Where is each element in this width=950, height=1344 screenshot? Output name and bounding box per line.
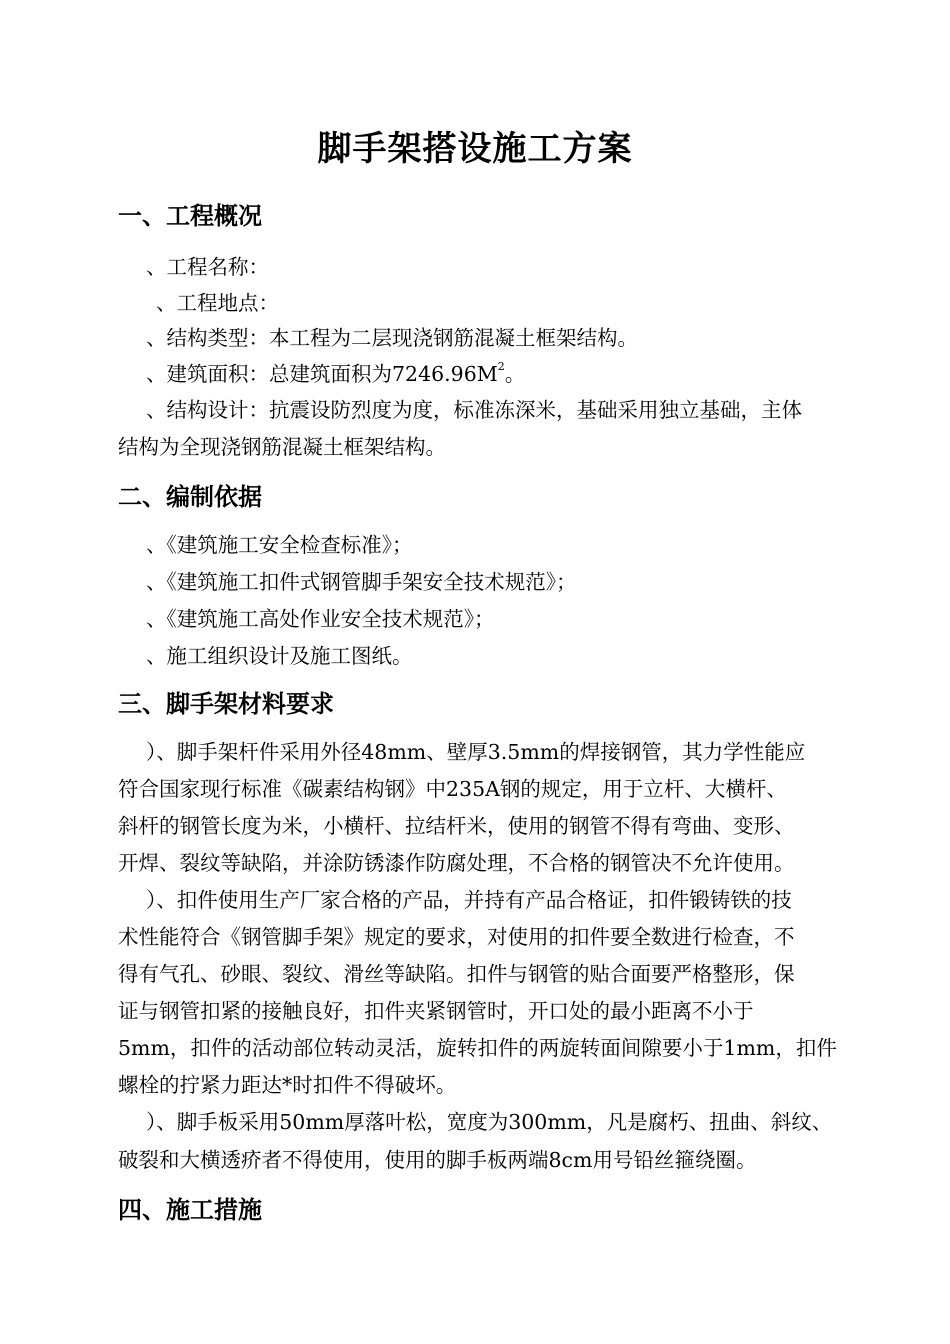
paragraph-line: 、《建筑施工扣件式钢管脚手架安全技术规范》； bbox=[146, 570, 577, 594]
paragraph-line: 斜杆的钢管长度为米，小横杆、拉结杆米，使用的钢管不得有弯曲、变形、 bbox=[118, 814, 795, 838]
document-title: 脚手架搭设施工方案 bbox=[317, 129, 633, 169]
paragraph-line: 5mm，扣件的活动部位转动灵活，旋转扣件的两旋转面间隙要小于1mm，扣件 bbox=[118, 1036, 837, 1060]
section-heading-measures: 四、施工措施 bbox=[118, 1195, 262, 1224]
paragraph-line: 、结构设计：抗震设防烈度为度，标准冻深米，基础采用独立基础，主体 bbox=[146, 398, 802, 422]
paragraph-line: 术性能符合《钢管脚手架》规定的要求，对使用的扣件要全数进行检查，不 bbox=[118, 925, 795, 949]
paragraph-line: 、工程名称： bbox=[146, 255, 269, 279]
paragraph-line: 得有气孔、砂眼、裂纹、滑丝等缺陷。扣件与钢管的贴合面要严格整形，保 bbox=[118, 962, 795, 986]
paragraph-line: 、结构类型：本工程为二层现浇钢筋混凝土框架结构。 bbox=[146, 326, 638, 350]
paragraph-line: 破裂和大横透疥者不得使用，使用的脚手板两端8cm用号铅丝箍绕圈。 bbox=[118, 1148, 757, 1172]
paragraph-line: 螺栓的拧紧力距达*时扣件不得破坏。 bbox=[118, 1073, 457, 1097]
paragraph-line: ）、脚手板采用50mm厚落叶松，宽度为300mm，凡是腐朽、扭曲、斜纹、 bbox=[146, 1110, 833, 1134]
paragraph-line: 证与钢管扣紧的接触良好，扣件夹紧钢管时，开口处的最小距离不小于 bbox=[118, 999, 754, 1023]
paragraph-line: ）、扣件使用生产厂家合格的产品，并持有产品合格证，扣件锻铸铁的技 bbox=[146, 888, 792, 912]
paragraph-line: 、《建筑施工高处作业安全技术规范》； bbox=[146, 607, 495, 631]
paragraph-line: 开焊、裂纹等缺陷，并涂防锈漆作防腐处理，不合格的钢管决不允许使用。 bbox=[118, 851, 795, 875]
section-heading-materials: 三、脚手架材料要求 bbox=[118, 689, 334, 718]
area-superscript: 2 bbox=[497, 360, 505, 373]
paragraph-line: 符合国家现行标准《碳素结构钢》中235A钢的规定，用于立杆、大横杆、 bbox=[118, 777, 787, 801]
section-heading-basis: 二、编制依据 bbox=[118, 482, 262, 511]
area-suffix: 。 bbox=[504, 362, 526, 386]
area-text: 、建筑面积：总建筑面积为7246.96M bbox=[146, 362, 498, 386]
section-heading-overview: 一、工程概况 bbox=[118, 201, 262, 230]
paragraph-line: 、《建筑施工安全检查标准》； bbox=[146, 533, 413, 557]
paragraph-line: 结构为全现浇钢筋混凝土框架结构。 bbox=[118, 435, 446, 459]
paragraph-line: 、施工组织设计及施工图纸。 bbox=[146, 644, 413, 668]
paragraph-line-area bbox=[146, 359, 525, 389]
paragraph-line: 、工程地点： bbox=[156, 291, 279, 315]
paragraph-line: ）、脚手架杆件采用外径48mm、壁厚3.5mm的焊接钢管，其力学性能应 bbox=[146, 740, 806, 764]
